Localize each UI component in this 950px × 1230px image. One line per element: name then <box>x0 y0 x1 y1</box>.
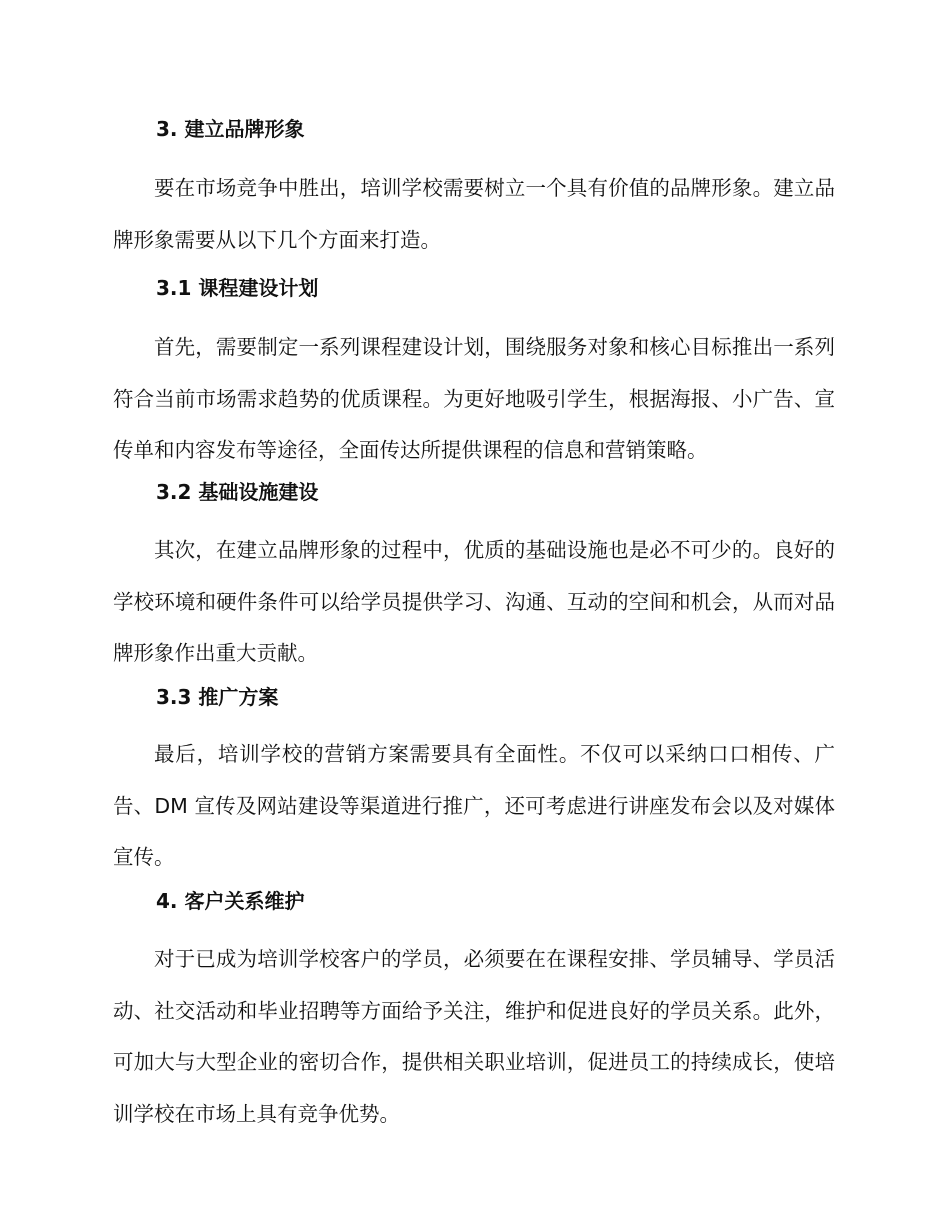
section-heading-3-3: 3.3 推广方案 <box>156 685 279 709</box>
section-heading-3: 3. 建立品牌形象 <box>156 117 305 141</box>
section-paragraph-3-3: 最后，培训学校的营销方案需要具有全面性。不仅可以采纳口口相传、广告、DM 宣传及网站建设等渠道进行推广，还可考虑进行讲座发布会以及对媒体宣传。 <box>113 742 835 869</box>
section-heading-3-2: 3.2 基础设施建设 <box>156 480 319 504</box>
section-heading-4: 4. 客户关系维护 <box>156 889 305 913</box>
section-paragraph-3-1: 首先，需要制定一系列课程建设计划，围绕服务对象和核心目标推出一系列符合当前市场需求趋势的优质课程。为更好地吸引学生，根据海报、小广告、宣传单和内容发布等途径，全面传达所提供课程的信息和营销策略。 <box>113 335 835 462</box>
section-paragraph-3-2: 其次，在建立品牌形象的过程中，优质的基础设施也是必不可少的。良好的学校环境和硬件条件可以给学员提供学习、沟通、互动的空间和机会，从而对品牌形象作出重大贡献。 <box>113 538 835 665</box>
section-heading-3-1: 3.1 课程建设计划 <box>156 276 319 300</box>
section-paragraph-3: 要在市场竞争中胜出，培训学校需要树立一个具有价值的品牌形象。建立品牌形象需要从以下几个方面来打造。 <box>113 176 835 252</box>
section-paragraph-4: 对于已成为培训学校客户的学员，必须要在在课程安排、学员辅导、学员活动、社交活动和毕业招聘等方面给予关注，维护和促进良好的学员关系。此外，可加大与大型企业的密切合作，提供相关职业培训，促进员工的持续成长，使培训学校在市场上具有竞争优势。 <box>113 947 835 1126</box>
